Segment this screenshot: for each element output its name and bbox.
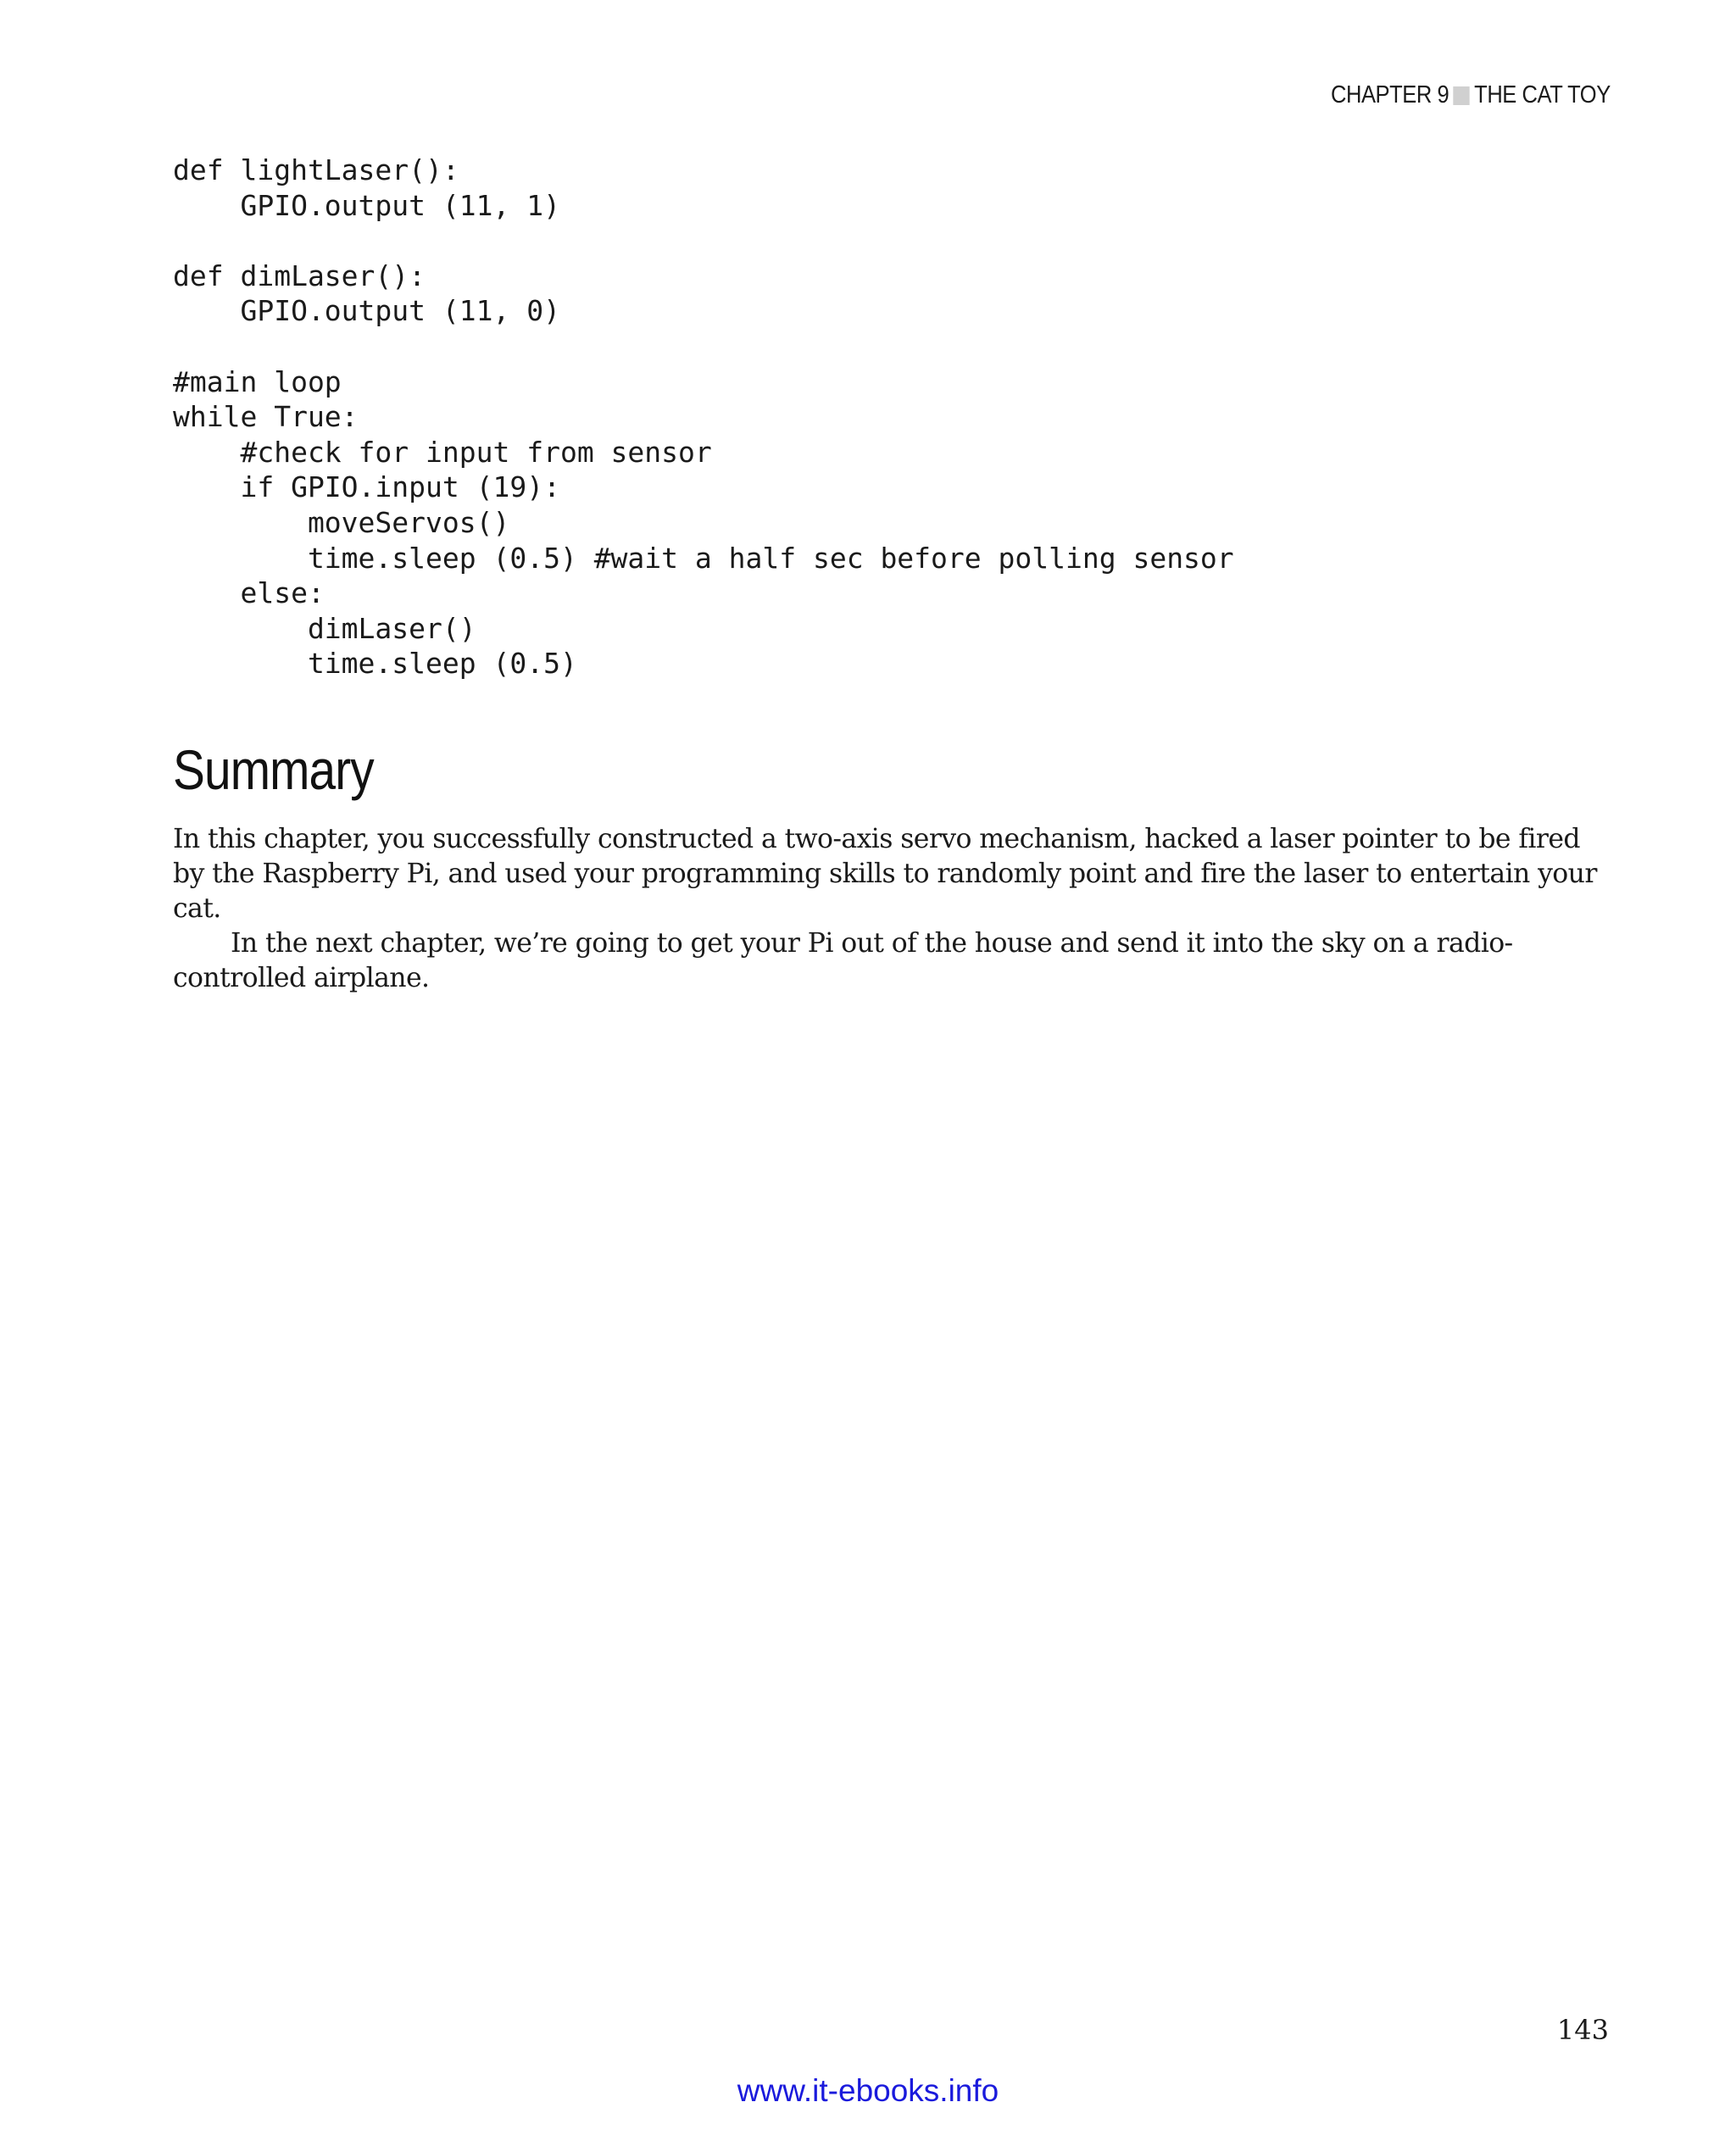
header-separator-square (1454, 86, 1470, 105)
page-number: 143 (1556, 2014, 1609, 2046)
paragraph: In this chapter, you successfully constructed a two-axis servo mechanism, hacked a laser pointer to be fired by the Raspberry Pi, and used your programming skills to randomly point and fire the laser to entertain your cat. (173, 824, 1597, 924)
running-header (1331, 81, 1611, 109)
section-heading: Summary (173, 738, 374, 801)
chapter-title: THE CAT TOY (1474, 81, 1611, 108)
code-listing: def lightLaser(): GPIO.output (11, 1) def dimLaser(): GPIO.output (11, 0) #main loop while True: #check for input from sensor if GPIO.input (19): moveServos() time.sleep (0.5) #wait a half sec before polling sensor else: dimLaser() time.sleep (0.5) (173, 153, 1234, 681)
chapter-label: CHAPTER 9 (1331, 81, 1449, 108)
section-body (173, 822, 1614, 996)
footer-website-link[interactable]: www.it-ebooks.info (737, 2073, 999, 2108)
paragraph: In the next chapter, we’re going to get your Pi out of the house and send it into the sky on a radio-controlled airplane. (173, 928, 1513, 993)
